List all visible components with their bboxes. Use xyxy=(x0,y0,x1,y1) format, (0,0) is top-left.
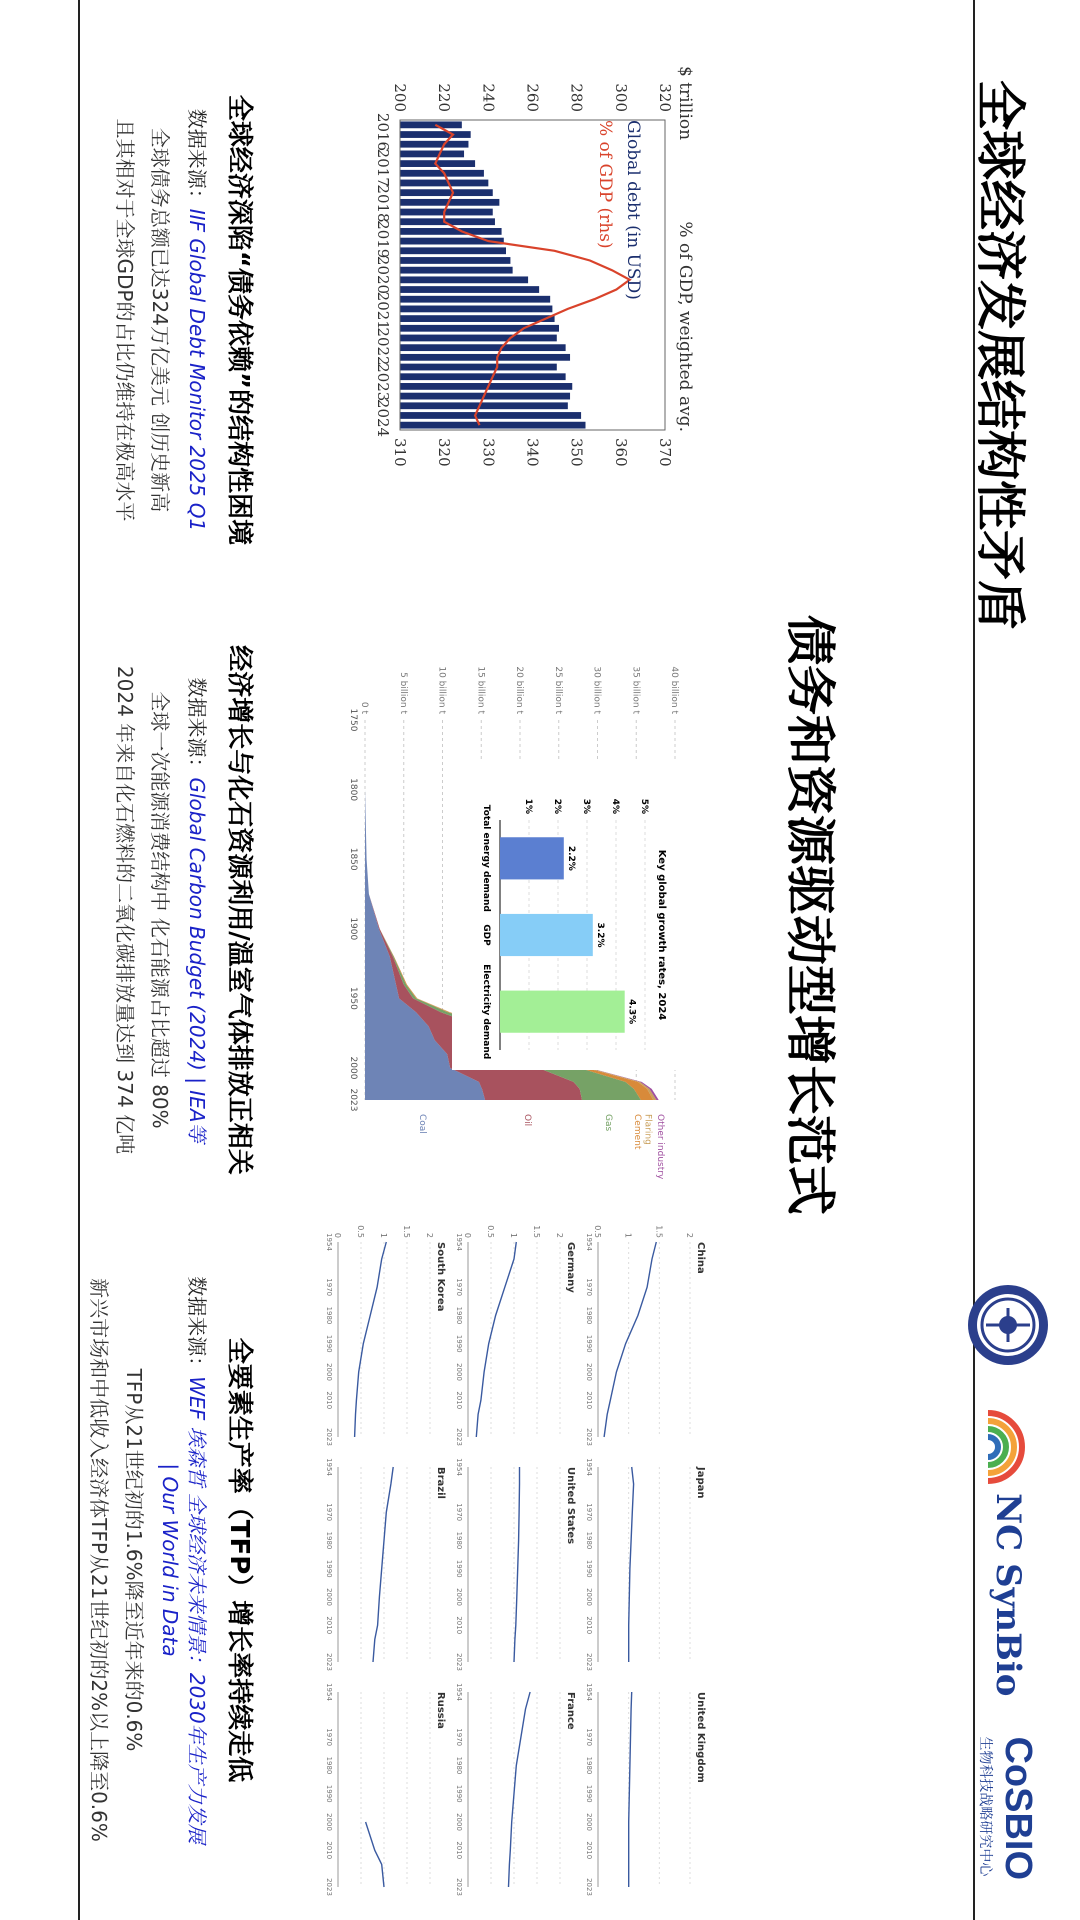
energy-caption xyxy=(112,630,260,1190)
tfp-y-tick-label: 0 xyxy=(463,1232,472,1238)
debt-bar xyxy=(400,325,559,332)
tfp-fact-1: TFP从21世纪初的1.6%降至近年来的0.6% xyxy=(122,1368,146,1752)
debt-heading: 全球经济深陷“债务依赖”的结构性困境 xyxy=(224,94,254,546)
tfp-x-tick-label: 2023 xyxy=(585,1428,593,1446)
tfp-x-tick-label: 2000 xyxy=(455,1588,463,1606)
tfp-y-tick-label: 1 xyxy=(379,1232,388,1238)
tfp-y-tick-label: 2 xyxy=(425,1232,434,1238)
debt-bar xyxy=(400,247,506,254)
tfp-x-tick-label: 2000 xyxy=(325,1363,333,1381)
institute-seal-logo xyxy=(966,1283,1050,1367)
tfp-x-tick-label: 1980 xyxy=(455,1531,463,1550)
inset-y-tick-label: 3% xyxy=(581,798,591,814)
inset-y-tick-label: 5% xyxy=(639,798,649,814)
tfp-x-tick-label: 1954 xyxy=(455,1683,463,1701)
tfp-panel-title: Brazil xyxy=(435,1467,446,1499)
tfp-x-tick-label: 1990 xyxy=(585,1784,593,1803)
tfp-x-tick-label: 1990 xyxy=(325,1784,333,1803)
co2-series-label: Flaring xyxy=(642,1114,653,1145)
tfp-y-tick-label: 0 xyxy=(333,1232,342,1238)
debt-x-tick-label: 2020 xyxy=(374,255,392,295)
co2-series-label: Oil xyxy=(521,1114,532,1127)
co2-y-tick-label: 35 billion t xyxy=(630,666,641,714)
tfp-x-tick-label: 2023 xyxy=(325,1878,333,1896)
inset-y-tick-label: 1% xyxy=(523,798,533,814)
inset-data-label: 4.3% xyxy=(626,999,637,1025)
energy-heading: 经济增长与化石资源利用/温室气体排放正相关 xyxy=(224,645,254,1175)
left-axis-unit: $ trillion xyxy=(675,66,695,141)
debt-x-tick-label: 2024 xyxy=(374,398,392,438)
debt-bar xyxy=(400,422,586,429)
tfp-panel-title: United States xyxy=(565,1467,576,1545)
co2-x-tick-label: 1800 xyxy=(348,778,358,802)
tfp-x-tick-label: 1970 xyxy=(455,1278,463,1297)
co2-y-tick-label: 20 billion t xyxy=(514,666,524,714)
tfp-panel-title: China xyxy=(695,1242,706,1274)
tfp-x-tick-label: 1954 xyxy=(585,1458,593,1476)
tfp-x-tick-label: 1980 xyxy=(325,1756,333,1775)
tfp-x-tick-label: 1970 xyxy=(325,1728,333,1747)
co2-y-tick-label: 15 billion t xyxy=(475,666,486,714)
tfp-panel-title: Russia xyxy=(435,1692,446,1729)
left-axis-tick-label: 300 xyxy=(611,83,630,112)
right-axis-tick-label: 340 xyxy=(523,438,542,467)
tfp-x-tick-label: 1980 xyxy=(585,1756,593,1775)
tfp-source-name-2: | Our World in Data xyxy=(158,1463,182,1657)
left-axis-tick-label: 200 xyxy=(391,83,409,112)
inset-category-label: GDP xyxy=(481,924,491,946)
tfp-y-tick-label: 1.5 xyxy=(402,1225,411,1238)
energy-source-name: Global Carbon Budget (2024) | IEA等 xyxy=(185,777,209,1143)
tfp-x-tick-label: 2010 xyxy=(455,1616,463,1635)
legend-gdp-share: % of GDP (rhs) xyxy=(595,120,615,249)
tfp-x-tick-label: 2010 xyxy=(325,1616,333,1635)
right-axis-tick-label: 360 xyxy=(611,438,630,467)
tfp-line-russia xyxy=(366,1822,384,1887)
debt-bar xyxy=(400,306,552,313)
tfp-x-tick-label: 2023 xyxy=(455,1428,463,1446)
cosbio-subtext: 生物科技战略研究中心 xyxy=(977,1736,994,1877)
co2-y-tick-label: 0 t xyxy=(359,701,369,714)
right-axis-tick-label: 350 xyxy=(567,438,586,467)
debt-source-prefix: 数据来源： xyxy=(185,108,209,209)
tfp-line-south-korea xyxy=(355,1242,387,1437)
tfp-x-tick-label: 2010 xyxy=(325,1841,333,1860)
debt-bar xyxy=(400,344,566,351)
tfp-x-tick-label: 1970 xyxy=(325,1278,333,1297)
co2-series-label: Gas xyxy=(603,1114,614,1132)
left-axis-tick-label: 280 xyxy=(567,83,586,112)
co2-series-label: Other industry xyxy=(655,1114,666,1180)
tfp-fact-2: 新兴市场和中低收入经济体TFP从21世纪初的2%以上降至0.6% xyxy=(87,1278,111,1842)
tfp-x-tick-label: 2000 xyxy=(585,1363,593,1381)
tfp-y-tick-label: 0.5 xyxy=(486,1225,495,1238)
debt-source xyxy=(184,60,213,580)
rainbow-arc-icon xyxy=(978,1407,1038,1487)
tfp-panel-title: United Kingdom xyxy=(695,1692,706,1783)
tfp-x-tick-label: 1980 xyxy=(455,1756,463,1775)
energy-source xyxy=(184,630,213,1190)
tfp-line-united-states xyxy=(514,1467,520,1662)
debt-bar xyxy=(400,315,555,322)
debt-x-tick-label: 2021 xyxy=(374,291,392,330)
inset-title: Key global growth rates, 2024 xyxy=(656,849,667,1021)
debt-bar xyxy=(400,257,510,264)
tfp-x-tick-label: 1980 xyxy=(325,1531,333,1550)
cosbio-logo xyxy=(977,1736,1040,1880)
logo-strip xyxy=(966,1283,1050,1880)
debt-x-tick-label: 2019 xyxy=(374,220,392,259)
tfp-x-tick-label: 1990 xyxy=(455,1334,463,1353)
tfp-x-tick-label: 2023 xyxy=(455,1653,463,1671)
tfp-x-tick-label: 1980 xyxy=(585,1531,593,1550)
debt-caption xyxy=(112,60,260,580)
tfp-caption xyxy=(86,1220,260,1900)
debt-x-tick-label: 2022 xyxy=(374,327,392,366)
ncsynbio-logo xyxy=(978,1407,1038,1696)
debt-bar xyxy=(400,189,493,196)
tfp-panel-title: South Korea xyxy=(435,1242,446,1312)
tfp-line-united-kingdom xyxy=(629,1692,632,1887)
co2-series-label: Cement xyxy=(631,1114,642,1150)
left-axis-tick-label: 260 xyxy=(523,83,542,112)
tfp-x-tick-label: 2000 xyxy=(455,1813,463,1831)
tfp-x-tick-label: 1954 xyxy=(455,1458,463,1476)
tfp-source xyxy=(184,1220,213,1900)
tfp-x-tick-label: 2010 xyxy=(585,1391,593,1410)
tfp-small-multiples xyxy=(310,1220,710,1900)
debt-bar xyxy=(400,180,488,187)
tfp-x-tick-label: 2000 xyxy=(325,1588,333,1606)
debt-bar xyxy=(400,228,502,235)
left-axis-tick-label: 240 xyxy=(479,83,498,112)
tfp-x-tick-label: 1954 xyxy=(325,1233,333,1251)
tfp-source-prefix: 数据来源： xyxy=(185,1276,209,1377)
tfp-x-tick-label: 1970 xyxy=(585,1728,593,1747)
tfp-x-tick-label: 1954 xyxy=(325,1458,333,1476)
tfp-x-tick-label: 1954 xyxy=(585,1683,593,1701)
inset-bar xyxy=(500,991,625,1033)
tfp-x-tick-label: 1970 xyxy=(585,1278,593,1297)
debt-x-tick-label: 2018 xyxy=(374,184,392,223)
tfp-line-germany xyxy=(476,1242,516,1437)
debt-fact-1: 全球债务总额已达324万亿美元 创历史新高 xyxy=(148,127,172,513)
co2-x-tick-label: 1750 xyxy=(348,708,358,732)
co2-y-tick-label: 5 billion t xyxy=(397,672,408,714)
inset-data-label: 2.2% xyxy=(565,845,576,871)
debt-bar xyxy=(400,286,539,293)
tfp-x-tick-label: 1980 xyxy=(455,1306,463,1325)
global-debt-chart xyxy=(340,60,700,580)
debt-bar xyxy=(400,402,568,409)
debt-bar xyxy=(400,335,557,342)
tfp-y-tick-label: 0.5 xyxy=(356,1225,365,1238)
tfp-line-japan xyxy=(629,1467,634,1662)
tfp-x-tick-label: 1954 xyxy=(325,1683,333,1701)
tfp-x-tick-label: 2023 xyxy=(325,1428,333,1446)
inset-category-label: Total energy demand xyxy=(481,804,491,912)
tfp-x-tick-label: 1980 xyxy=(585,1306,593,1325)
right-axis-tick-label: 330 xyxy=(479,438,498,467)
cosbio-text: CoSBIO xyxy=(997,1736,1040,1880)
energy-source-prefix: 数据来源： xyxy=(185,677,209,778)
inset-category-label: Electricity demand xyxy=(481,964,491,1060)
left-axis-tick-label: 320 xyxy=(656,83,674,112)
co2-x-tick-label: 2023 xyxy=(348,1088,358,1112)
co2-y-tick-label: 25 billion t xyxy=(552,666,563,714)
debt-fact-2: 且其相对于全球GDP的占比仍维持在极高水平 xyxy=(113,118,137,522)
debt-x-tick-label: 2016 xyxy=(374,112,392,152)
legend-global-debt: Global debt (in USD) xyxy=(623,120,643,300)
slide-subtitle: 债务和资源驱动型增长范式 xyxy=(781,615,839,1215)
co2-x-tick-label: 1950 xyxy=(348,986,358,1010)
tfp-line-china xyxy=(604,1242,656,1437)
debt-bar xyxy=(400,296,550,303)
tfp-x-tick-label: 2010 xyxy=(455,1841,463,1860)
tfp-y-tick-label: 1.5 xyxy=(532,1225,541,1238)
debt-x-tick-label: 2023 xyxy=(374,363,392,402)
energy-fact-1: 全球一次能源消费结构中 化石能源占比超过 80% xyxy=(148,691,172,1129)
tfp-x-tick-label: 1990 xyxy=(455,1784,463,1803)
slide-title: 全球经济发展结构性矛盾 xyxy=(971,80,1029,630)
debt-source-name: IIF Global Debt Monitor 2025 Q1 xyxy=(185,208,209,532)
debt-bar xyxy=(400,121,462,128)
inset-y-tick-label: 4% xyxy=(610,798,620,814)
tfp-panel-title: Japan xyxy=(695,1467,706,1499)
co2-y-tick-label: 10 billion t xyxy=(436,666,447,714)
tfp-x-tick-label: 1990 xyxy=(325,1334,333,1353)
co2-series-label: Coal xyxy=(417,1114,428,1134)
debt-bar xyxy=(400,131,471,138)
debt-bar xyxy=(400,364,557,371)
tfp-panel-title: Germany xyxy=(565,1242,576,1293)
tfp-heading: 全要素生产率（TFP）增长率持续走低 xyxy=(224,1337,254,1783)
tfp-x-tick-label: 1990 xyxy=(325,1559,333,1578)
tfp-line-france xyxy=(509,1692,531,1887)
right-axis-tick-label: 320 xyxy=(435,438,454,467)
tfp-x-tick-label: 1990 xyxy=(585,1334,593,1353)
tfp-x-tick-label: 2010 xyxy=(455,1391,463,1410)
inset-bar xyxy=(500,914,593,956)
tfp-x-tick-label: 1990 xyxy=(455,1559,463,1578)
tfp-x-tick-label: 2000 xyxy=(325,1813,333,1831)
debt-x-tick-label: 2017 xyxy=(374,148,392,187)
inset-data-label: 3.2% xyxy=(594,922,605,948)
debt-bar xyxy=(400,267,513,274)
tfp-x-tick-label: 2023 xyxy=(585,1878,593,1896)
tfp-x-tick-label: 1980 xyxy=(325,1306,333,1325)
debt-bar xyxy=(400,354,570,361)
tfp-y-tick-label: 1.5 xyxy=(654,1225,664,1238)
tfp-x-tick-label: 1990 xyxy=(585,1559,593,1578)
tfp-y-tick-label: 2 xyxy=(555,1232,564,1238)
tfp-x-tick-label: 1970 xyxy=(455,1503,463,1522)
ncsynbio-text: NC SynBio xyxy=(988,1493,1028,1697)
co2-x-tick-label: 1850 xyxy=(348,847,358,871)
inset-y-tick-label: 2% xyxy=(552,798,562,814)
right-axis-tick-label: 370 xyxy=(656,438,674,467)
debt-bar xyxy=(400,412,581,419)
tfp-y-tick-label: 1 xyxy=(623,1232,633,1238)
tfp-y-tick-label: 0.5 xyxy=(593,1225,602,1238)
tfp-y-tick-label: 2 xyxy=(685,1232,694,1238)
tfp-x-tick-label: 2023 xyxy=(585,1653,593,1671)
tfp-source-2 xyxy=(158,1220,182,1900)
right-axis-unit: % of GDP, weighted avg. xyxy=(675,221,695,432)
debt-bar xyxy=(400,141,468,148)
tfp-x-tick-label: 2010 xyxy=(325,1391,333,1410)
left-axis-tick-label: 220 xyxy=(435,83,454,112)
tfp-x-tick-label: 1970 xyxy=(585,1503,593,1522)
co2-emissions-chart xyxy=(340,630,700,1190)
inset-bar xyxy=(500,837,564,879)
co2-x-tick-label: 1900 xyxy=(348,917,358,941)
right-axis-tick-label: 310 xyxy=(391,438,409,467)
tfp-panel-title: France xyxy=(565,1692,576,1730)
tfp-line-brazil xyxy=(373,1467,393,1662)
tfp-x-tick-label: 2023 xyxy=(325,1653,333,1671)
debt-bar xyxy=(400,151,464,158)
tfp-x-tick-label: 1970 xyxy=(325,1503,333,1522)
tfp-y-tick-label: 1 xyxy=(509,1232,518,1238)
debt-bar xyxy=(400,373,566,380)
co2-y-tick-label: 40 billion t xyxy=(669,666,679,714)
debt-bar xyxy=(400,276,528,283)
energy-fact-2: 2024 年来自化石燃料的二氧化碳排放量达到 374 亿吨 xyxy=(113,665,137,1155)
tfp-x-tick-label: 2010 xyxy=(585,1616,593,1635)
tfp-x-tick-label: 2000 xyxy=(585,1813,593,1831)
tfp-x-tick-label: 2000 xyxy=(455,1363,463,1381)
co2-y-tick-label: 30 billion t xyxy=(591,666,602,714)
tfp-x-tick-label: 1954 xyxy=(455,1233,463,1251)
tfp-x-tick-label: 1970 xyxy=(455,1728,463,1747)
tfp-x-tick-label: 2000 xyxy=(585,1588,593,1606)
frame-rule-bottom xyxy=(78,0,80,1920)
tfp-source-name: WEF 埃森哲 全球经济未来情景：2030年生产力发展 xyxy=(185,1376,209,1844)
tfp-x-tick-label: 2023 xyxy=(455,1878,463,1896)
tfp-x-tick-label: 2010 xyxy=(585,1841,593,1860)
tfp-x-tick-label: 1954 xyxy=(585,1233,593,1251)
co2-x-tick-label: 2000 xyxy=(348,1056,358,1080)
